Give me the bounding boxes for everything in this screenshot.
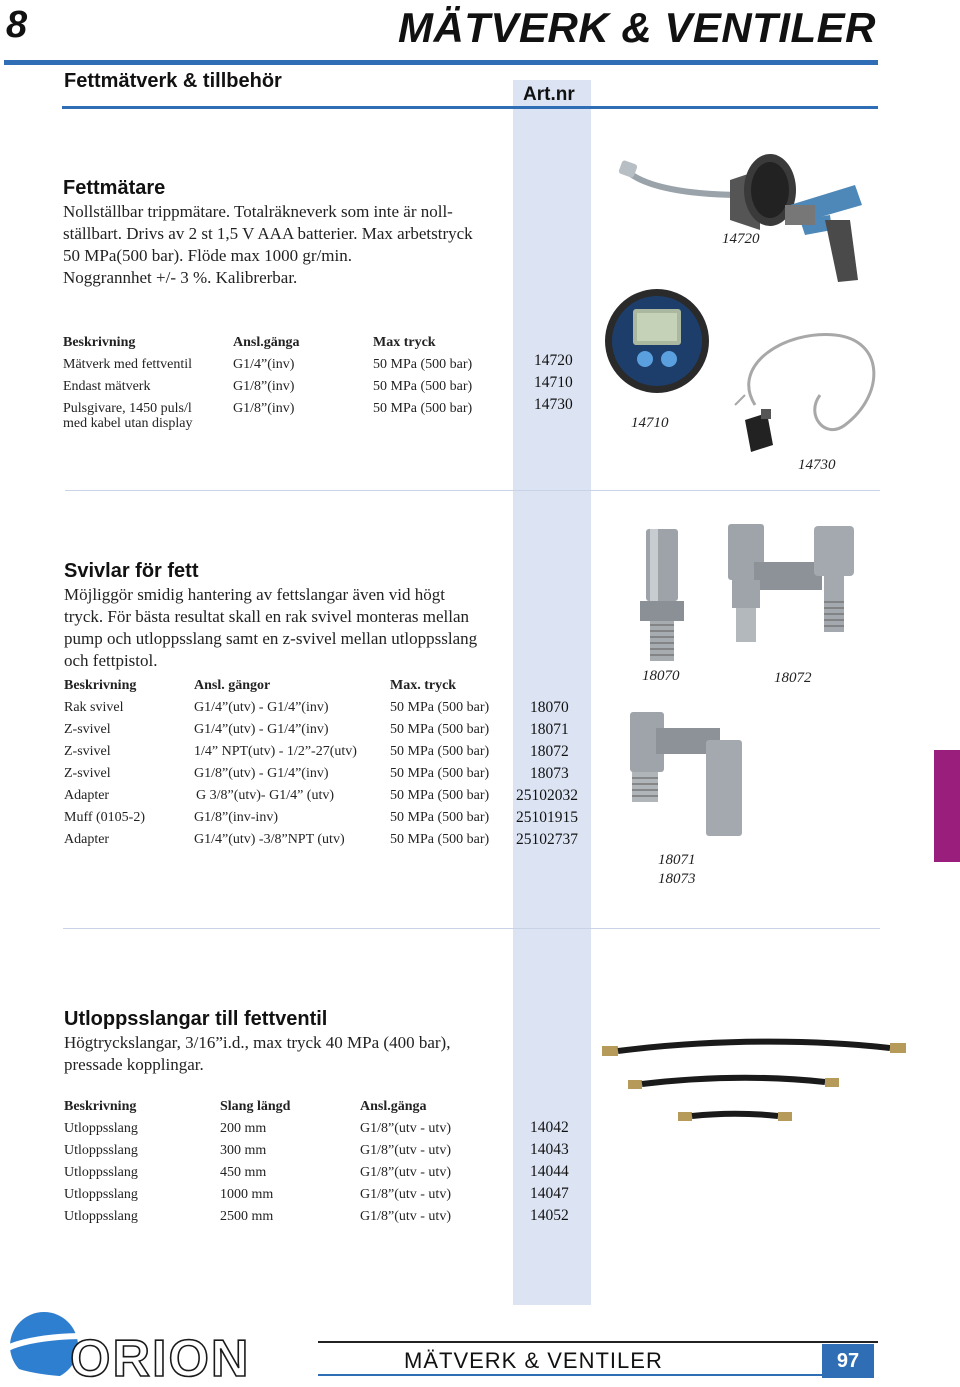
table-row-thread: G1/4”(utv) - G1/4”(inv) (194, 700, 329, 715)
table-row-art: 18073 (530, 765, 569, 782)
table-row-pressure: 50 MPa (500 bar) (390, 810, 490, 825)
table-row-art: 14730 (534, 396, 573, 413)
table-row-art: 18070 (530, 699, 569, 716)
table-row-thread: G1/8”(inv-inv) (194, 810, 278, 825)
table-row-desc: Z-svivel (64, 722, 111, 737)
z-swivel-image-2 (622, 710, 752, 840)
table-row-pressure: 50 MPa (500 bar) (373, 401, 473, 416)
table-row-art: 14710 (534, 374, 573, 391)
svivlar-header-thread: Ansl. gängor (194, 678, 271, 693)
table-row-thread: 1/4” NPT(utv) - 1/2”-27(utv) (194, 744, 357, 759)
header-rule (4, 60, 878, 65)
slangar-header-thread: Ansl.gänga (360, 1099, 427, 1114)
footer-title: MÄTVERK & VENTILER (404, 1348, 663, 1373)
table-row-art: 14043 (530, 1141, 569, 1158)
table-row-pressure: 50 MPa (500 bar) (390, 788, 490, 803)
slangar-description: Högtryckslangar, 3/16”i.d., max tryck 40 MPa (400 bar), pressade kopplingar. (64, 1033, 451, 1074)
table-row-thread: G1/8”(utv - utv) (360, 1121, 451, 1136)
table-row-pressure: 50 MPa (500 bar) (373, 357, 473, 372)
image-caption: 14720 (722, 231, 760, 247)
table-row-thread: G1/8”(utv - utv) (360, 1187, 451, 1202)
table-row-thread: G1/8”(utv - utv) (360, 1209, 451, 1224)
table-row-pressure: 50 MPa (500 bar) (390, 722, 490, 737)
image-caption: 18073 (658, 871, 696, 887)
digital-meter-image (603, 285, 711, 397)
svivlar-title: Svivlar för fett (64, 560, 199, 582)
table-row-art: 25101915 (516, 809, 578, 826)
table-row-desc: Utloppsslang (64, 1209, 138, 1224)
svg-text:ORION: ORION (70, 1330, 251, 1384)
table-row-thread: G1/8”(inv) (233, 379, 295, 394)
slangar-header-length: Slang längd (220, 1099, 291, 1114)
table-row-desc: Muff (0105-2) (64, 810, 146, 825)
table-row-desc: Endast mätverk (63, 379, 151, 394)
fettmatare-header-thread: Ansl.gänga (233, 335, 300, 350)
table-row-desc: Pulsgivare, 1450 puls/l (63, 401, 192, 416)
fettmatare-title: Fettmätare (63, 177, 166, 199)
hoses-image (600, 1020, 920, 1130)
section-divider (65, 490, 880, 491)
table-row-desc: Utloppsslang (64, 1143, 138, 1158)
table-row-thread: G1/8”(utv - utv) (360, 1143, 451, 1158)
table-row-desc: Adapter (64, 832, 110, 847)
footer-rule (318, 1341, 878, 1343)
table-row-pressure: 50 MPa (500 bar) (390, 832, 490, 847)
table-row-thread: G1/4”(utv) -3/8”NPT (utv) (194, 832, 345, 847)
table-row-thread: G 3/8”(utv)- G1/4” (utv) (196, 788, 335, 803)
table-row-thread: G1/8”(utv) - G1/4”(inv) (194, 766, 329, 781)
slangar-title: Utloppsslangar till fettventil (64, 1008, 328, 1030)
table-row-art: 14044 (530, 1163, 569, 1180)
table-row-art: 14042 (530, 1119, 569, 1136)
page-section-number: 8 (6, 4, 28, 46)
table-row-length: 1000 mm (220, 1187, 274, 1202)
table-row-thread: G1/8”(inv) (233, 401, 295, 416)
grease-gun-image (610, 150, 880, 285)
z-swivel-image (724, 522, 864, 647)
svivlar-header-desc: Beskrivning (64, 678, 137, 693)
orion-logo (2, 1306, 264, 1384)
art-nr-header: Art.nr (523, 84, 575, 105)
table-row-art: 14052 (530, 1207, 569, 1224)
section-divider (63, 928, 880, 929)
table-row-pressure: 50 MPa (500 bar) (373, 379, 473, 394)
table-row-length: 450 mm (220, 1165, 267, 1180)
fettmatare-description: Nollställbar trippmätare. Totalräkneverk som inte är noll- ställbart. Drivs av 2 st 1,5 V AAA batterier. Max arbetstryck 50 MPa(500 bar). Flöde max 1000 gr/min. Noggrannhet +/- 3 %. Kalibrerbar. (63, 202, 473, 287)
table-row-pressure: 50 MPa (500 bar) (390, 700, 490, 715)
table-row-thread: G1/4”(utv) - G1/4”(inv) (194, 722, 329, 737)
table-row-art: 25102032 (516, 787, 578, 804)
table-row-art: 25102737 (516, 831, 578, 848)
section-subheader: Fettmätverk & tillbehör (64, 70, 282, 92)
table-row-length: 200 mm (220, 1121, 267, 1136)
straight-swivel-image (632, 525, 692, 665)
table-row-pressure: 50 MPa (500 bar) (390, 744, 490, 759)
table-row-art: 14047 (530, 1185, 569, 1202)
table-row-art: 18072 (530, 743, 569, 760)
image-caption: 14730 (798, 457, 836, 473)
table-row-desc: Z-svivel (64, 744, 111, 759)
table-row-desc-line2: med kabel utan display (63, 416, 193, 431)
image-caption: 18071 (658, 852, 696, 868)
table-row-art: 18071 (530, 721, 569, 738)
table-row-art: 14720 (534, 352, 573, 369)
table-row-pressure: 50 MPa (500 bar) (390, 766, 490, 781)
image-caption: 14710 (631, 415, 669, 431)
table-row-length: 300 mm (220, 1143, 267, 1158)
page-number: 97 (822, 1344, 874, 1378)
table-row-thread: G1/4”(inv) (233, 357, 295, 372)
image-caption: 18070 (642, 668, 680, 684)
subheader-rule (62, 106, 878, 109)
table-row-desc: Utloppsslang (64, 1165, 138, 1180)
image-caption: 18072 (774, 670, 812, 686)
fettmatare-header-pressure: Max tryck (373, 335, 436, 350)
footer-underline (318, 1374, 823, 1376)
table-row-thread: G1/8”(utv - utv) (360, 1165, 451, 1180)
slangar-header-desc: Beskrivning (64, 1099, 137, 1114)
table-row-desc: Utloppsslang (64, 1187, 138, 1202)
side-tab (934, 750, 960, 862)
table-row-length: 2500 mm (220, 1209, 274, 1224)
table-row-desc: Utloppsslang (64, 1121, 138, 1136)
table-row-desc: Adapter (64, 788, 110, 803)
fettmatare-header-desc: Beskrivning (63, 335, 136, 350)
pulse-sensor-image (725, 325, 890, 460)
table-row-desc: Z-svivel (64, 766, 111, 781)
table-row-desc: Rak svivel (64, 700, 124, 715)
svivlar-header-pressure: Max. tryck (390, 678, 457, 693)
table-row-desc: Mätverk med fettventil (63, 357, 193, 372)
page-title: MÄTVERK & VENTILER (397, 4, 876, 51)
svivlar-description: Möjliggör smidig hantering av fettslangar även vid högt tryck. För bästa resultat skall en rak svivel monteras mellan pump och utloppsslang samt en z-svivel mellan utloppsslang och fettpistol. (64, 585, 478, 670)
